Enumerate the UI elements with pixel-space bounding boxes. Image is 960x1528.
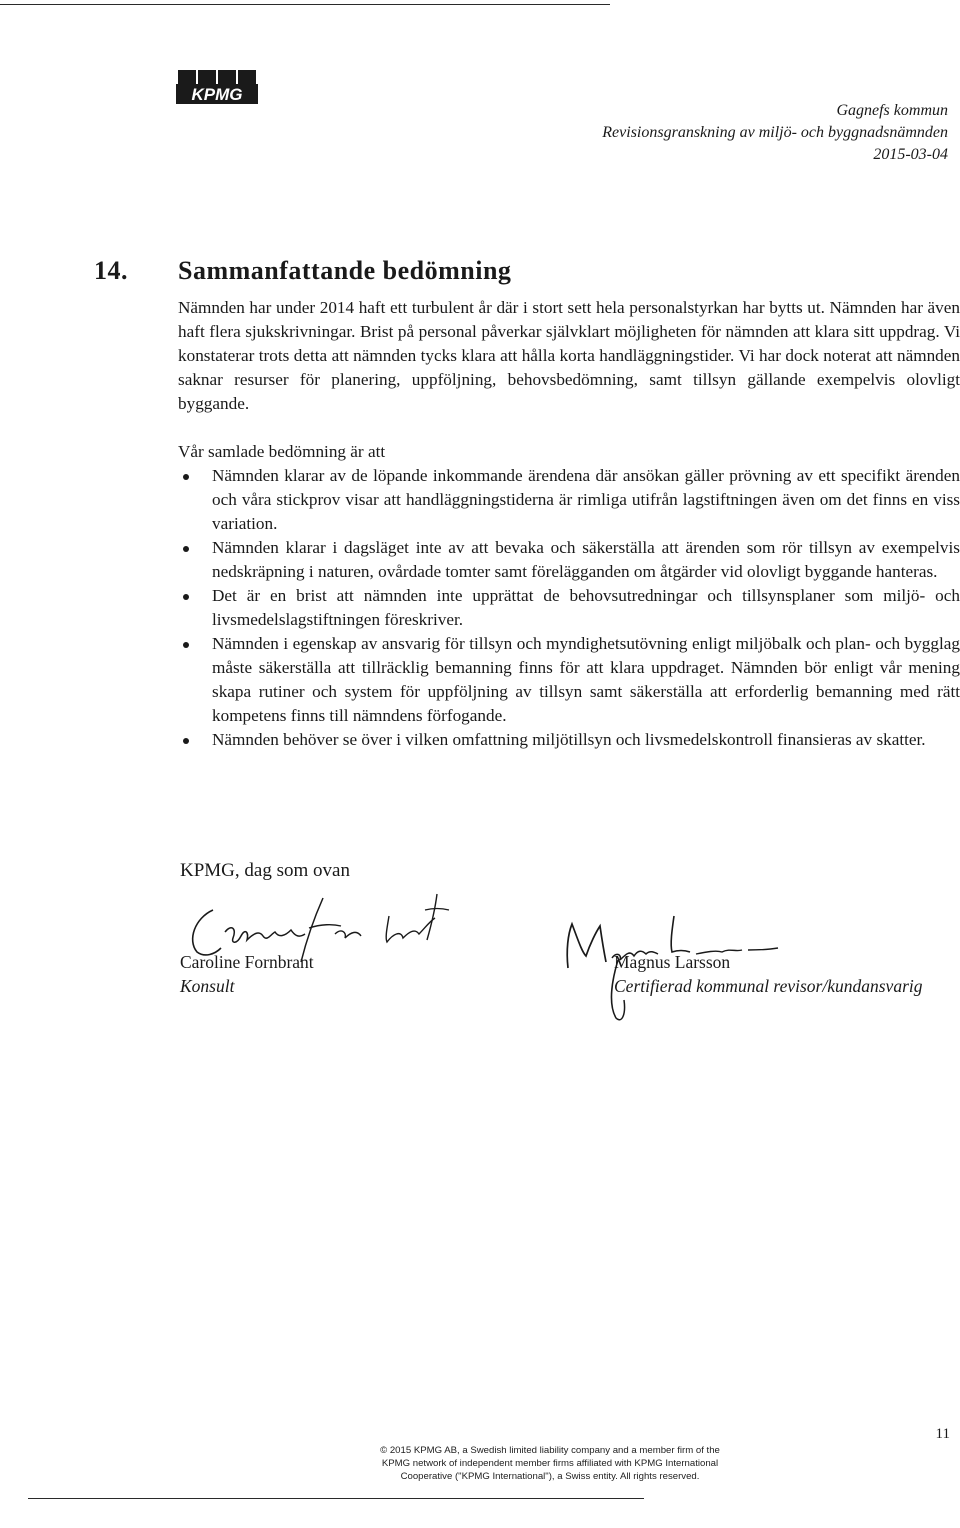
kpmg-logo [176,68,258,104]
list-item [178,584,960,632]
report-date: 2015-03-04 [873,146,948,163]
bullet-icon [183,546,189,552]
document-header [448,100,948,166]
list-item [178,536,960,584]
page-number: 11 [935,1426,950,1442]
list-item [178,728,960,752]
list-item-text: Nämnden klarar i dagsläget inte av att bevaka och säkerställa att ärenden som rör tillsyn av exempelvis nedskräpning i naturen, ovårdade tomter samt förelägganden om åtgärder vid olovligt byggande hanteras. [212,538,960,581]
bullet-icon [183,594,189,600]
list-item-text: Nämnden behöver se över i vilken omfattning miljötillsyn och livsmedelskontroll finansieras av skatter. [212,730,926,749]
bottom-rule [28,1498,644,1499]
document-body [178,296,960,752]
section-title: Sammanfattande bedömning [178,256,512,285]
signatory-right-role: Certifierad kommunal revisor/kundansvarig [614,976,923,996]
top-rule [0,4,610,5]
assessment-list [178,464,960,752]
footer-line-1: © 2015 KPMG AB, a Swedish limited liability company and a member firm of the [380,1445,720,1456]
section-number: 14. [94,256,128,285]
report-title: Revisionsgranskning av miljö- och byggnadsnämnden [602,124,948,141]
signatory-left-name: Caroline Fornbrant [180,952,314,972]
assessment-intro: Vår samlade bedömning är att [178,442,386,461]
svg-text:KPMG: KPMG [191,85,243,104]
signatory-right-name: Magnus Larsson [614,952,731,972]
organization-name: Gagnefs kommun [836,102,948,119]
list-item-text: Nämnden klarar av de löpande inkommande ärendena där ansökan gäller prövning av ett specifikt ärenden och våra stickprov visar att handläggningstiderna är rimliga utifrån lagstiftningen även om det finns en viss variation. [212,466,960,533]
footer-line-3: Cooperative ("KPMG International"), a Swiss entity. All rights reserved. [400,1471,700,1482]
bullet-icon [183,642,189,648]
intro-paragraph: Nämnden har under 2014 haft ett turbulent år där i stort sett hela personalstyrkan har bytts ut. Nämnden har även haft flera sjukskrivningar. Brist på personal påverkar självklart möjligheten för nämnden att klara sitt uppdrag. Vi konstaterar trots detta att nämnden tycks klara att hålla korta handläggningstider. Vi har dock noterat att nämnden saknar resurser för planering, uppföljning, behovsbedömning, samt tillsyn gällande exempelvis olovligt byggande. [178,298,960,413]
list-item-text: Nämnden i egenskap av ansvarig för tillsyn och myndighetsutövning enligt miljöbalk och plan- och bygglag måste säkerställa att tillräcklig bemanning finns för att klara uppdraget. Nämnden bör enligt vår mening skapa rutiner och system för uppföljning av tillsyn samt säkerställa att erforderlig bemanning med rätt kompetens finns till nämndens förfogande. [212,634,960,725]
bullet-icon [183,474,189,480]
list-item-text: Det är en brist att nämnden inte upprättat de behovsutredningar och tillsynsplaner som miljö- och livsmedelslagstiftningen föreskriver. [212,586,960,629]
signatory-left-role: Konsult [180,976,235,996]
copyright-footer [330,1444,770,1483]
list-item [178,464,960,536]
bullet-icon [183,738,189,744]
section-heading [94,256,511,286]
place-date: KPMG, dag som ovan [180,860,350,881]
footer-line-2: KPMG network of independent member firms affiliated with KPMG International [381,1458,719,1469]
signature-block [0,840,960,1040]
list-item [178,632,960,728]
